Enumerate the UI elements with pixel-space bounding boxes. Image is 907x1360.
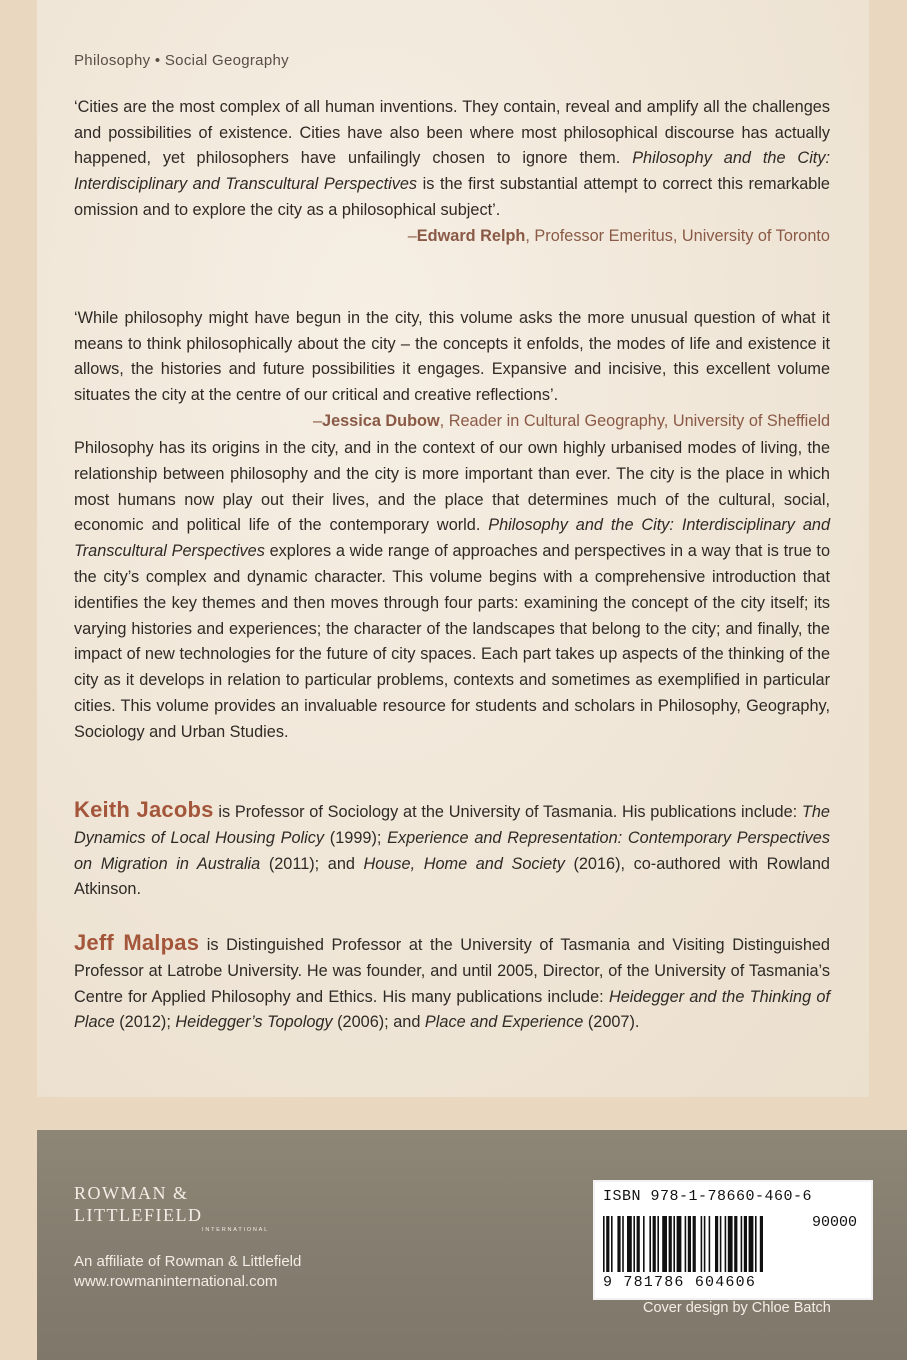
book-title: Philosophy and the City: Interdisciplinary and Transcultural Perspectives	[74, 149, 830, 194]
quote-text: ‘Cities are the most complex of all human inventions. They contain, reveal and amplify all the challenges and possibilities of existence. Cities have also been where most philosophical discourse has actually happened, yet philosophers have unfailingly chosen to ignore them.	[74, 98, 830, 168]
publisher-footer	[37, 1130, 907, 1360]
author-bio: Jeff Malpas is Distinguished Professor at the University of Tasmania and Visiting Distinguished Professor at Latrobe University. He was founder, and until 2005, Director, of the University of Tasmania’s Centre for Applied Philosophy and Ethics. His many publications include: Heidegger and the Thinking of Place (2012); Heidegger’s Topology (2006); and Place and Experience (2007).	[74, 930, 830, 1032]
cover-design-credit: Cover design by Chloe Batch	[643, 1300, 831, 1316]
price-code: 90000	[811, 1214, 857, 1231]
endorser-role: , Reader in Cultural Geography, University of Sheffield	[439, 411, 830, 430]
quote-text: is the first substantial attempt to correct this remarkable omission and to explore the city as a philosophical subject’.	[74, 175, 830, 219]
category-label: Philosophy • Social Geography	[74, 52, 289, 69]
quote-attribution: –Jessica Dubow, Reader in Cultural Geography, University of Sheffield	[312, 411, 830, 430]
quote-text: ‘While philosophy might have begun in the city, this volume asks the more unusual question of what it means to think philosophically about the city – the concepts it enfolds, the modes of life and existence it allows, the histories and future possibilities it engages. Expansive and incisive, this excellent volume situates the city at the centre of our critical and creative reflections’.	[74, 309, 830, 405]
isbn-barcode	[593, 1180, 873, 1300]
quote-attribution: –Edward Relph, Professor Emeritus, University of Toronto	[407, 226, 830, 245]
book-title: Philosophy and the City: Interdisciplinary and Transcultural Perspectives	[74, 516, 831, 561]
endorsement-quote	[74, 95, 830, 249]
book-description: Philosophy has its origins in the city, and in the context of our own highly urbanised modes of living, the relationship between philosophy and the city is more important than ever. The city is the place in which most humans now play out their lives, and the place that determines much of the cultural, social, economic and political life of the contemporary world. Philosophy and the City: Interdisciplinary and Transcultural Perspectives explores a wide range of approaches and perspectives in a way that is true to the city’s complex and dynamic character. This volume begins with a comprehensive introduction that identifies the key themes and then moves through four parts: examining the concept of the city itself; its varying histories and experiences; the character of the landscapes that belong to the city; and finally, the impact of new technologies for the future of city spaces. Each part takes up aspects of the thinking of the city as it develops in relation to particular problems, contexts and sometimes as exemplified in particular cities. This volume provides an invaluable resource for students and scholars in Philosophy, Geography, Sociology and Urban Studies.	[74, 439, 831, 741]
isbn-label: ISBN 978-1-78660-460-6	[603, 1188, 813, 1205]
endorser-name: Edward Relph	[416, 226, 526, 245]
endorsement-quote	[74, 306, 830, 435]
publisher-website: www.rowmaninternational.com	[74, 1273, 278, 1290]
author-name: Jeff Malpas	[74, 930, 200, 955]
endorser-name: Jessica Dubow	[322, 411, 440, 430]
author-bio: Keith Jacobs is Professor of Sociology at the University of Tasmania. His publications include: The Dynamics of Local Housing Policy (1999); Experience and Representation: Contemporary Perspectives on Migration in Australia (2011); and House, Home and Society (2016), co-authored with Rowland Atkinson.	[74, 797, 830, 899]
endorser-role: , Professor Emeritus, University of Toronto	[525, 226, 830, 245]
publisher-logo: ROWMAN & LITTLEFIELD INTERNATIONAL	[74, 1183, 269, 1233]
author-name: Keith Jacobs	[74, 797, 214, 822]
barcode-digits: 9 781786 604606	[603, 1274, 757, 1291]
publisher-affiliation: An affiliate of Rowman & Littlefield www.rowmaninternational.com	[74, 1253, 302, 1290]
